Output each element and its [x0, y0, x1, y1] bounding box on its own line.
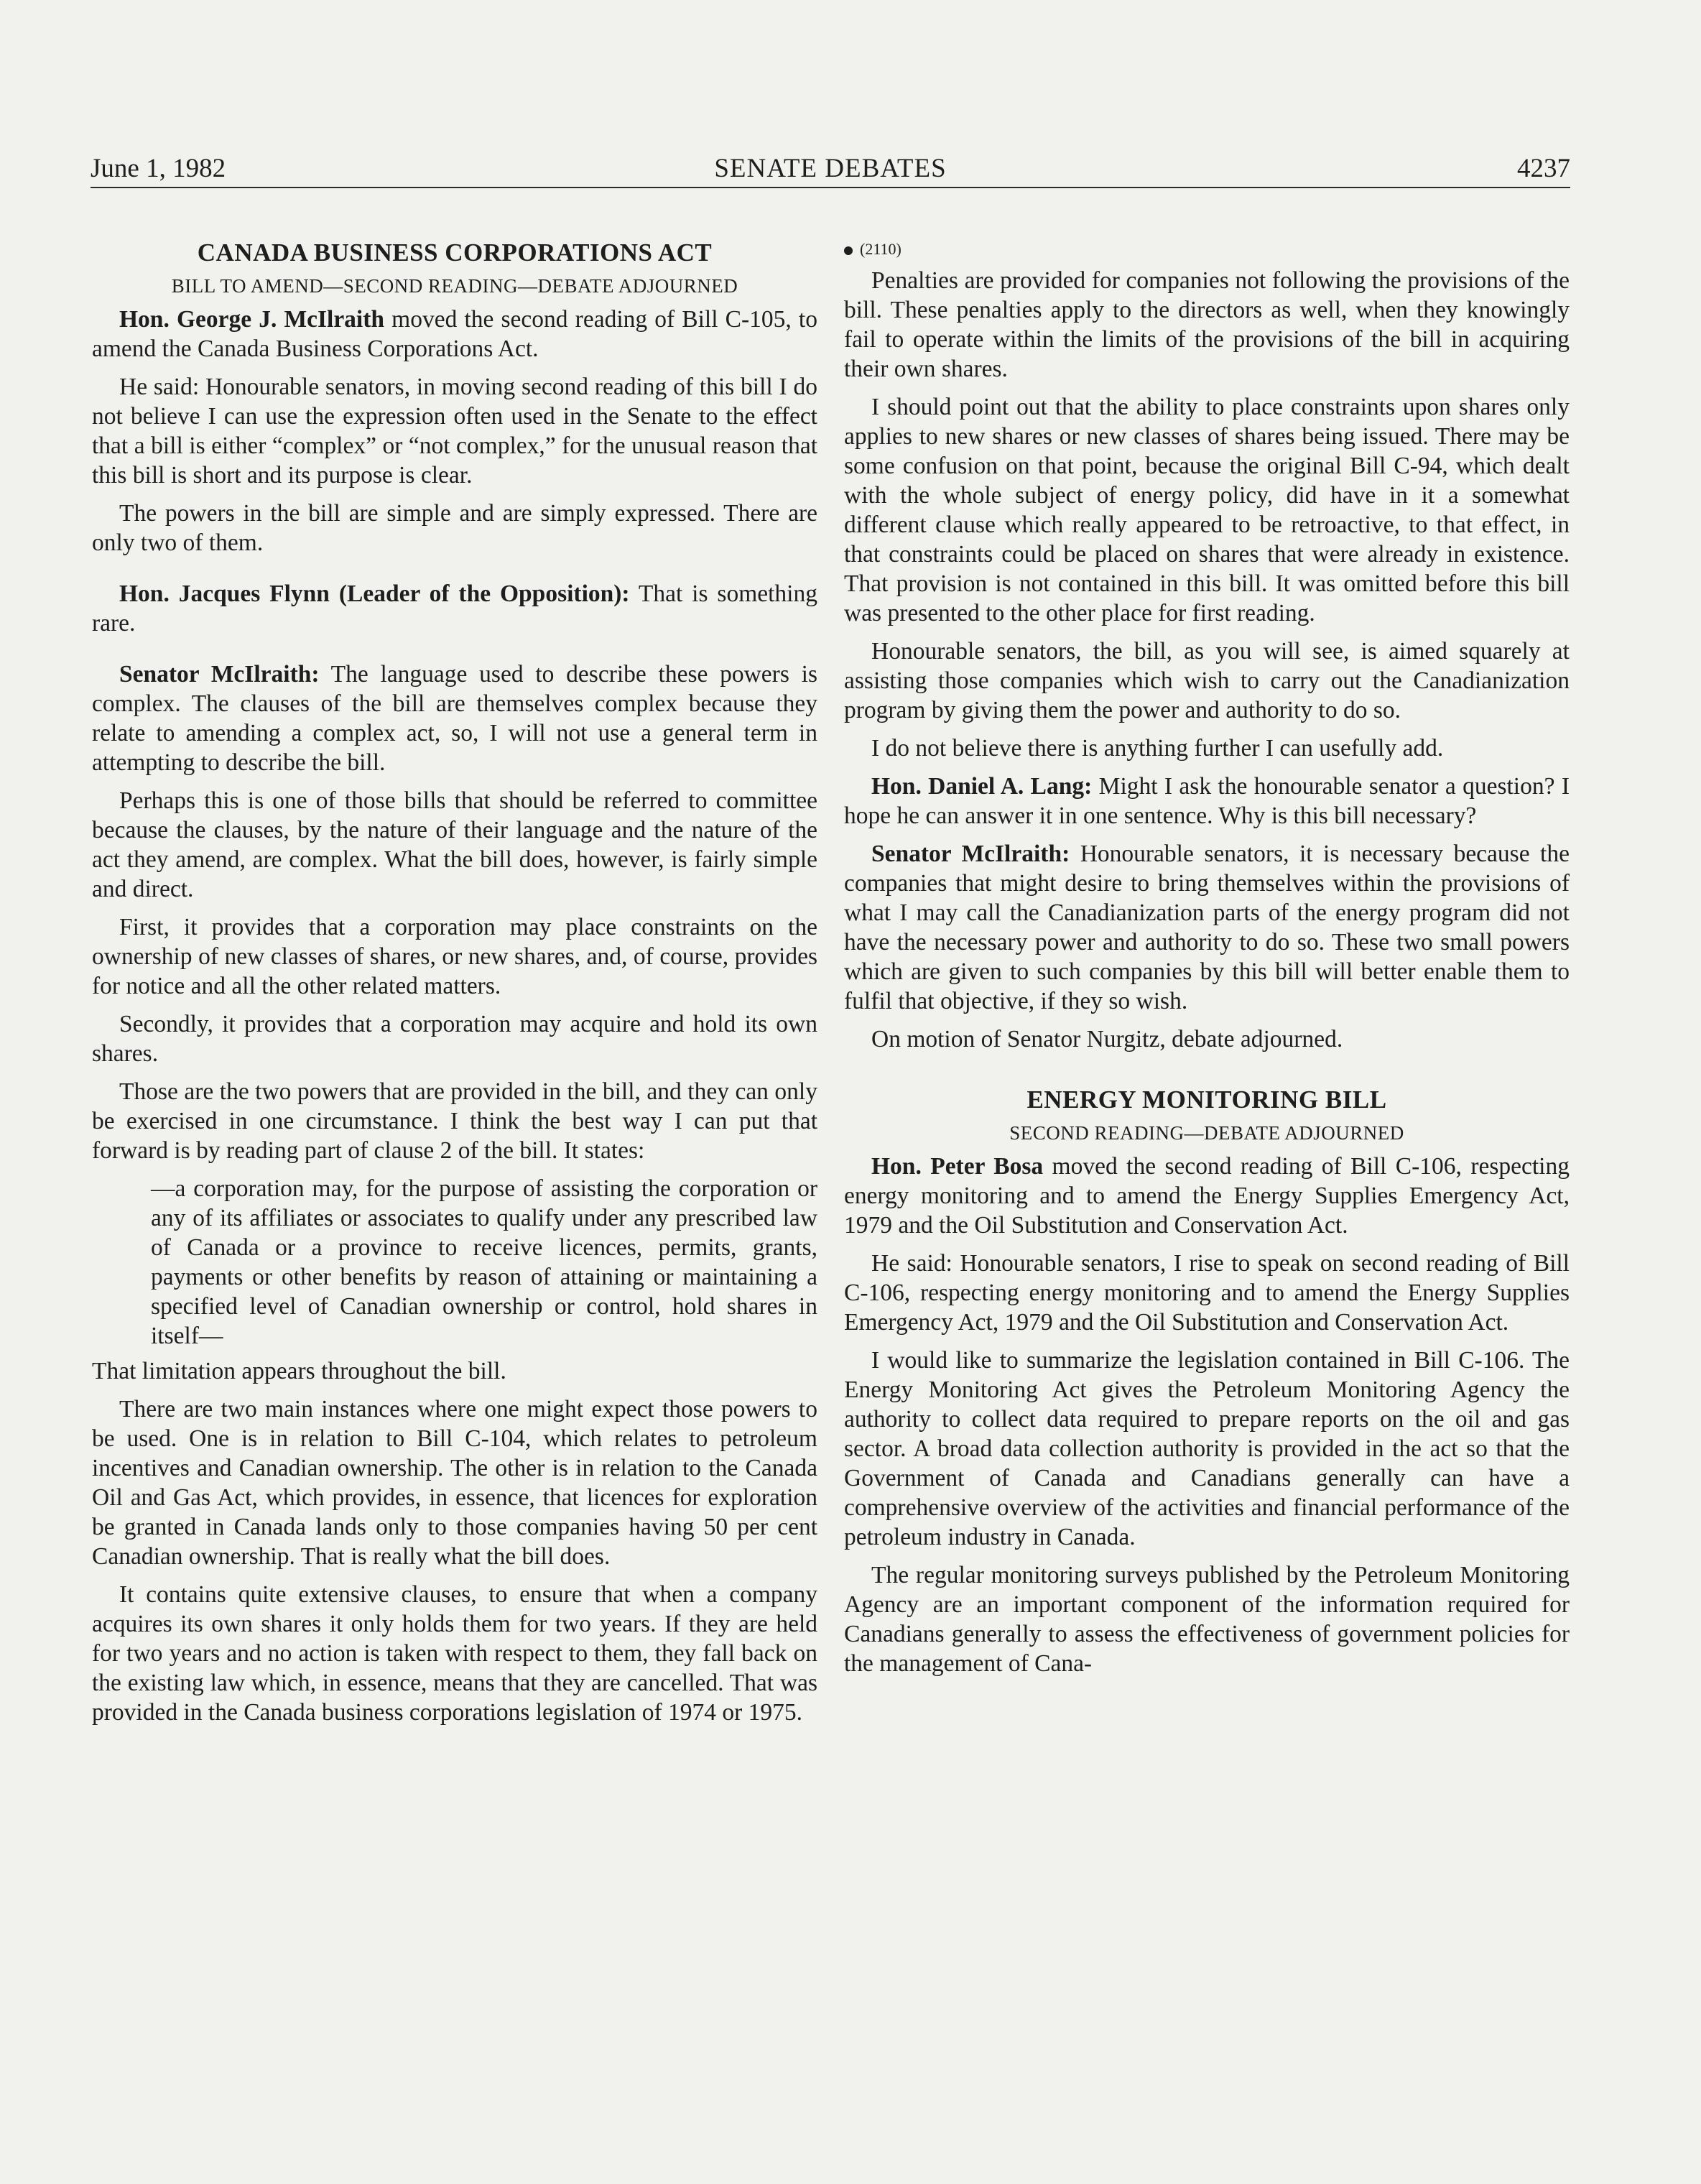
- paragraph: I should point out that the ability to place constraints upon shares only applies to new shares or new classes of shares being issued. There may be some confusion on that point, because the original Bill C-94, which dealt with the whole subject of energy policy, did have in it a somewhat different clause which really appeared to be retroactive, to that effect, in that constraints could be placed on shares that were already in existence. That provision is not contained in this bill. It was omitted before this bill was presented to the other place for first reading.: [844, 394, 1570, 626]
- paragraph: The regular monitoring surveys published by the Petroleum Monitoring Agency are an important component of the information required for Canadians generally to assess the effectiveness of government policies for the management of Cana-: [844, 1562, 1570, 1677]
- speech-text: Honourable senators, it is necessary because the companies that might desire to bring themselves within the provisions of what I may call the Canadianization parts of the energy program did not have the necessary power and authority to do so. These two small powers which are given to such companies by this bill will better enable them to fulfil that objective, if they so wish.: [844, 841, 1570, 1014]
- paragraph: He said: Honourable senators, I rise to speak on second reading of Bill C-106, respecting energy monitoring and to amend the Energy Supplies Emergency Act, 1979 and the Oil Substitution and Conservation Act.: [844, 1250, 1570, 1336]
- speaker-name: Hon. George J. McIlraith: [119, 306, 385, 333]
- speech-text: That is something rare.: [92, 580, 817, 637]
- paragraph: Penalties are provided for companies not following the provisions of the bill. These penalties apply to the directors as well, when they knowingly fail to operate within the limits of the provisions of the bill in acquiring their own shares.: [844, 267, 1570, 382]
- right-column: [844, 237, 1570, 1687]
- paragraph: Honourable senators, the bill, as you will see, is aimed squarely at assisting those companies which wish to carry out the Canadianization program by giving them the power and authority to do so.: [844, 638, 1570, 723]
- speech-text: Might I ask the honourable senator a question? I hope he can answer it in one sentence. Why is this bill necessary?: [844, 773, 1570, 829]
- paragraph: [92, 660, 817, 777]
- paragraph: There are two main instances where one might expect those powers to be used. One is in relation to Bill C-104, which relates to petroleum incentives and Canadian ownership. The other is in relation to the Canada Oil and Gas Act, which provides, in essence, that licences for exploration be granted in Canada lands only to those companies having 50 per cent Canadian ownership. That is really what the bill does.: [92, 1396, 817, 1570]
- speaker-name: Hon. Daniel A. Lang:: [871, 773, 1093, 800]
- speaker-name: Hon. Jacques Flynn (Leader of the Opposition):: [119, 580, 630, 607]
- paragraph: On motion of Senator Nurgitz, debate adjourned.: [871, 1026, 1343, 1052]
- paragraph: [844, 839, 1570, 1016]
- speaker-name: Senator McIlraith:: [871, 841, 1070, 867]
- speaker-name: Senator McIlraith:: [119, 661, 320, 688]
- paragraph: [844, 1152, 1570, 1240]
- paragraph: [92, 305, 817, 364]
- paragraph: I would like to summarize the legislation contained in Bill C-106. The Energy Monitoring Act gives the Petroleum Monitoring Agency the authority to collect data required to prepare reports on the oil and gas sector. A broad data collection authority is provided in the act so that the Government of Canada and Canadians generally can have a comprehensive overview of the activities and financial performance of the petroleum industry in Canada.: [844, 1347, 1570, 1550]
- paragraph: [92, 579, 817, 638]
- speech-text: moved the second reading of Bill C-105, to amend the Canada Business Corporations Act.: [92, 306, 817, 362]
- paragraph: Those are the two powers that are provided in the bill, and they can only be exercised in one circumstance. I think the best way I can put that forward is by reading part of clause 2 of the bill. It states:: [92, 1078, 817, 1164]
- section-heading: CANADA BUSINESS CORPORATIONS ACT: [197, 239, 713, 267]
- speaker-name: Hon. Peter Bosa: [871, 1153, 1044, 1180]
- paragraph: Perhaps this is one of those bills that should be referred to committee because the clauses, by the nature of their language and the nature of the act they amend, are complex. What the bill does, however, is fairly simple and direct.: [92, 787, 817, 902]
- section-subheading: SECOND READING—DEBATE ADJOURNED: [1009, 1122, 1404, 1144]
- section-subheading: BILL TO AMEND—SECOND READING—DEBATE ADJOURNED: [171, 275, 738, 297]
- header-title: SENATE DEBATES: [714, 154, 947, 183]
- paragraph: Secondly, it provides that a corporation may acquire and hold its own shares.: [92, 1011, 817, 1067]
- time-marker: [844, 237, 1570, 262]
- page-header: [91, 151, 1570, 188]
- paragraph: I do not believe there is anything further I can usefully add.: [871, 735, 1444, 762]
- paragraph: [844, 772, 1570, 830]
- speech-text: moved the second reading of Bill C-106, respecting energy monitoring and to amend the Energy Supplies Emergency Act, 1979 and the Oil Substitution and Conservation Act.: [844, 1153, 1570, 1239]
- bullet-icon: [844, 246, 853, 255]
- time-marker-text: (2110): [860, 240, 902, 258]
- speech-text: The language used to describe these powers is complex. The clauses of the bill are themselves complex because they relate to amending a complex act, so, I will not use a general term in attempting to describe the bill.: [92, 661, 817, 776]
- block-quote: —a corporation may, for the purpose of assisting the corporation or any of its affiliates or associates to qualify under any prescribed law of Canada or a province to receive licences, permits, grants, payments or other benefits by reason of attaining or maintaining a specified level of Canadian ownership or control, hold shares in itself—: [151, 1175, 817, 1349]
- left-column: [92, 237, 817, 1736]
- paragraph: That limitation appears throughout the bill.: [92, 1358, 506, 1384]
- section-heading: ENERGY MONITORING BILL: [1026, 1086, 1387, 1114]
- paragraph: The powers in the bill are simple and are simply expressed. There are only two of them.: [92, 500, 817, 556]
- paragraph: It contains quite extensive clauses, to ensure that when a company acquires its own shares it only holds them for two years. If they are held for two years and no action is taken with respect to them, they fall back on the existing law which, in essence, means that they are cancelled. That was provided in the Canada business corporations legislation of 1974 or 1975.: [92, 1581, 817, 1726]
- paragraph: He said: Honourable senators, in moving second reading of this bill I do not believe I can use the expression often used in the Senate to the effect that a bill is either “complex” or “not complex,” for the unusual reason that this bill is short and its purpose is clear.: [92, 374, 817, 489]
- header-date: June 1, 1982: [91, 154, 226, 183]
- header-page-number: 4237: [1517, 154, 1570, 183]
- spacer: [844, 1063, 1570, 1084]
- paragraph: First, it provides that a corporation may place constraints on the ownership of new classes of shares, or new shares, and, of course, provides for notice and all the other related matters.: [92, 914, 817, 999]
